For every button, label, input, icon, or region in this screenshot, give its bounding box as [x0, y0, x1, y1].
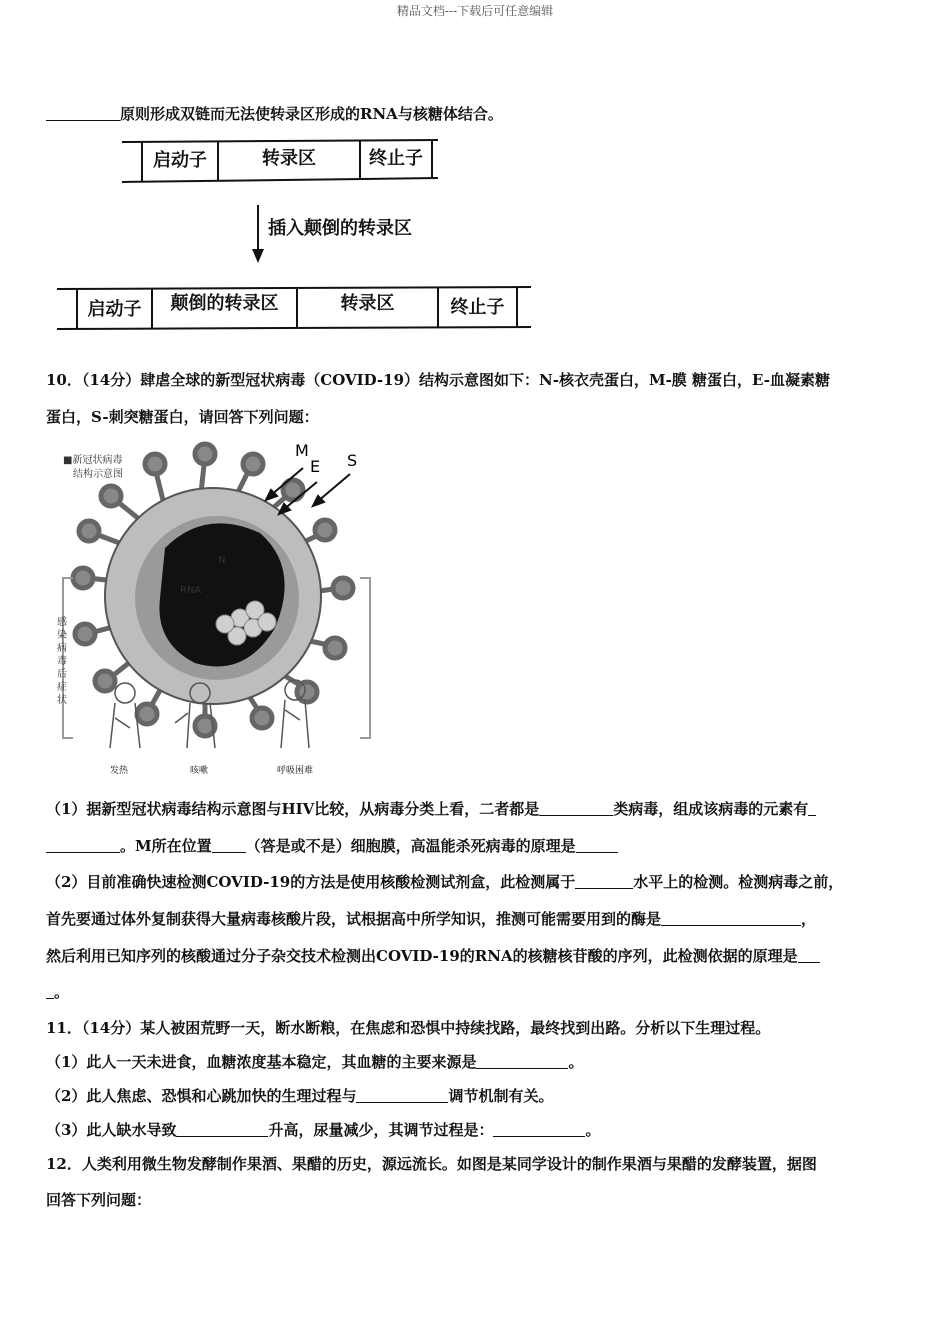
q10-part2-line1: （2）目前准确快速检测COVID-19的方法是使用核酸检测试剂盒，此检测属于 水平上的检测。检测病毒之前， — [46, 873, 844, 891]
answer-blank[interactable] — [176, 1120, 268, 1137]
q10-line1: 10．（14分）肆虐全球的新型冠状病毒（COVID-19）结构示意图如下：N-核衣壳蛋白，M-膜 糖蛋白，E-血凝素糖 — [46, 371, 830, 389]
label-n: N — [218, 555, 226, 566]
q12-line2: 回答下列问题： — [46, 1191, 152, 1209]
label-s: S — [347, 451, 358, 470]
q11-part1: （1）此人一天未进食，血糖浓度基本稳定，其血糖的主要来源是 。 — [46, 1053, 584, 1071]
q9-tail-line: 原则形成双链而无法使转录区形成的RNA与核糖体结合。 — [46, 104, 503, 124]
answer-blank[interactable] — [493, 1120, 585, 1137]
dna-strip-bottom — [55, 285, 535, 333]
q10-part1-line1: （1）据新型冠状病毒结构示意图与HIV比较，从病毒分类上看，二者都是 类病毒，组成该病毒的元素有 — [46, 799, 816, 819]
answer-blank[interactable] — [661, 909, 801, 926]
q10-line2: 蛋白，S-刺突糖蛋白，请回答下列问题： — [46, 408, 319, 426]
q11-part3: （3）此人缺水导致 升高，尿量减少，其调节过程是： 。 — [46, 1121, 601, 1139]
answer-blank[interactable] — [576, 836, 618, 853]
answer-blank[interactable] — [808, 799, 816, 816]
symptom-fever: 发热 — [110, 766, 129, 776]
segment-terminator: 终止子 — [369, 148, 423, 169]
label-rna: RNA — [180, 585, 202, 596]
symptom-cough: 咳嗽 — [190, 766, 209, 776]
answer-blank[interactable] — [356, 1086, 448, 1103]
answer-blank[interactable] — [46, 982, 54, 999]
pointer-arrows — [266, 468, 350, 514]
figure-title-2: 结构示意图 — [73, 469, 123, 480]
answer-blank[interactable] — [46, 104, 120, 121]
segment-transcription: 转录区 — [262, 148, 316, 169]
down-arrow-icon — [248, 205, 268, 265]
label-m: M — [295, 441, 309, 460]
page-header: 精品文档---下载后可任意编辑 — [396, 4, 554, 18]
segment-promoter: 启动子 — [87, 299, 142, 320]
q10-part2-line2: 首先要通过体外复制获得大量病毒核酸片段，试根据高中所学知识，推测可能需要用到的酶是 ， — [46, 910, 817, 928]
virus-illustration — [55, 438, 385, 778]
q10-part2-line4: 。 — [46, 982, 69, 1002]
segment-inverted-transcription: 颠倒的转录区 — [170, 293, 279, 314]
segment-terminator: 终止子 — [450, 297, 505, 318]
q10-part2-line3: 然后利用已知序列的核酸通过分子杂交技术检测出COVID-19的RNA的核糖核苷酸的序列，此检测依据的原理是 — [46, 946, 820, 966]
segment-transcription: 转录区 — [340, 293, 395, 314]
answer-blank[interactable] — [476, 1052, 568, 1069]
q12-line1: 12．人类利用微生物发酵制作果酒、果醋的历史，源远流长。如图是某同学设计的制作果酒与果醋的发酵装置，据图 — [46, 1155, 817, 1173]
dna-strip-top — [120, 138, 450, 186]
arrow-label: 插入颠倒的转录区 — [268, 218, 412, 239]
q11-part2: （2）此人焦虑、恐惧和心跳加快的生理过程与 调节机制有关。 — [46, 1087, 554, 1105]
virus-structure-figure — [55, 438, 385, 778]
answer-blank[interactable] — [46, 836, 120, 853]
answer-blank[interactable] — [212, 836, 246, 853]
answer-blank[interactable] — [539, 799, 613, 816]
answer-blank[interactable] — [575, 872, 633, 889]
q10-part1-line2: 。M所在位置 （答是或不是）细胞膜，高温能杀死病毒的原理是 — [46, 836, 618, 856]
symptoms-side-label: 感染病毒后症状 — [57, 617, 67, 706]
figure-title-1: ■新冠状病毒 — [63, 455, 123, 466]
q11-intro: 11．（14分）某人被困荒野一天，断水断粮，在焦虑和恐惧中持续找路，最终找到出路。分析以下生理过程。 — [46, 1019, 771, 1037]
answer-blank[interactable] — [798, 946, 820, 963]
segment-promoter: 启动子 — [153, 150, 207, 171]
label-e: E — [310, 457, 321, 476]
symptom-dyspnea: 呼吸困难 — [277, 766, 314, 776]
